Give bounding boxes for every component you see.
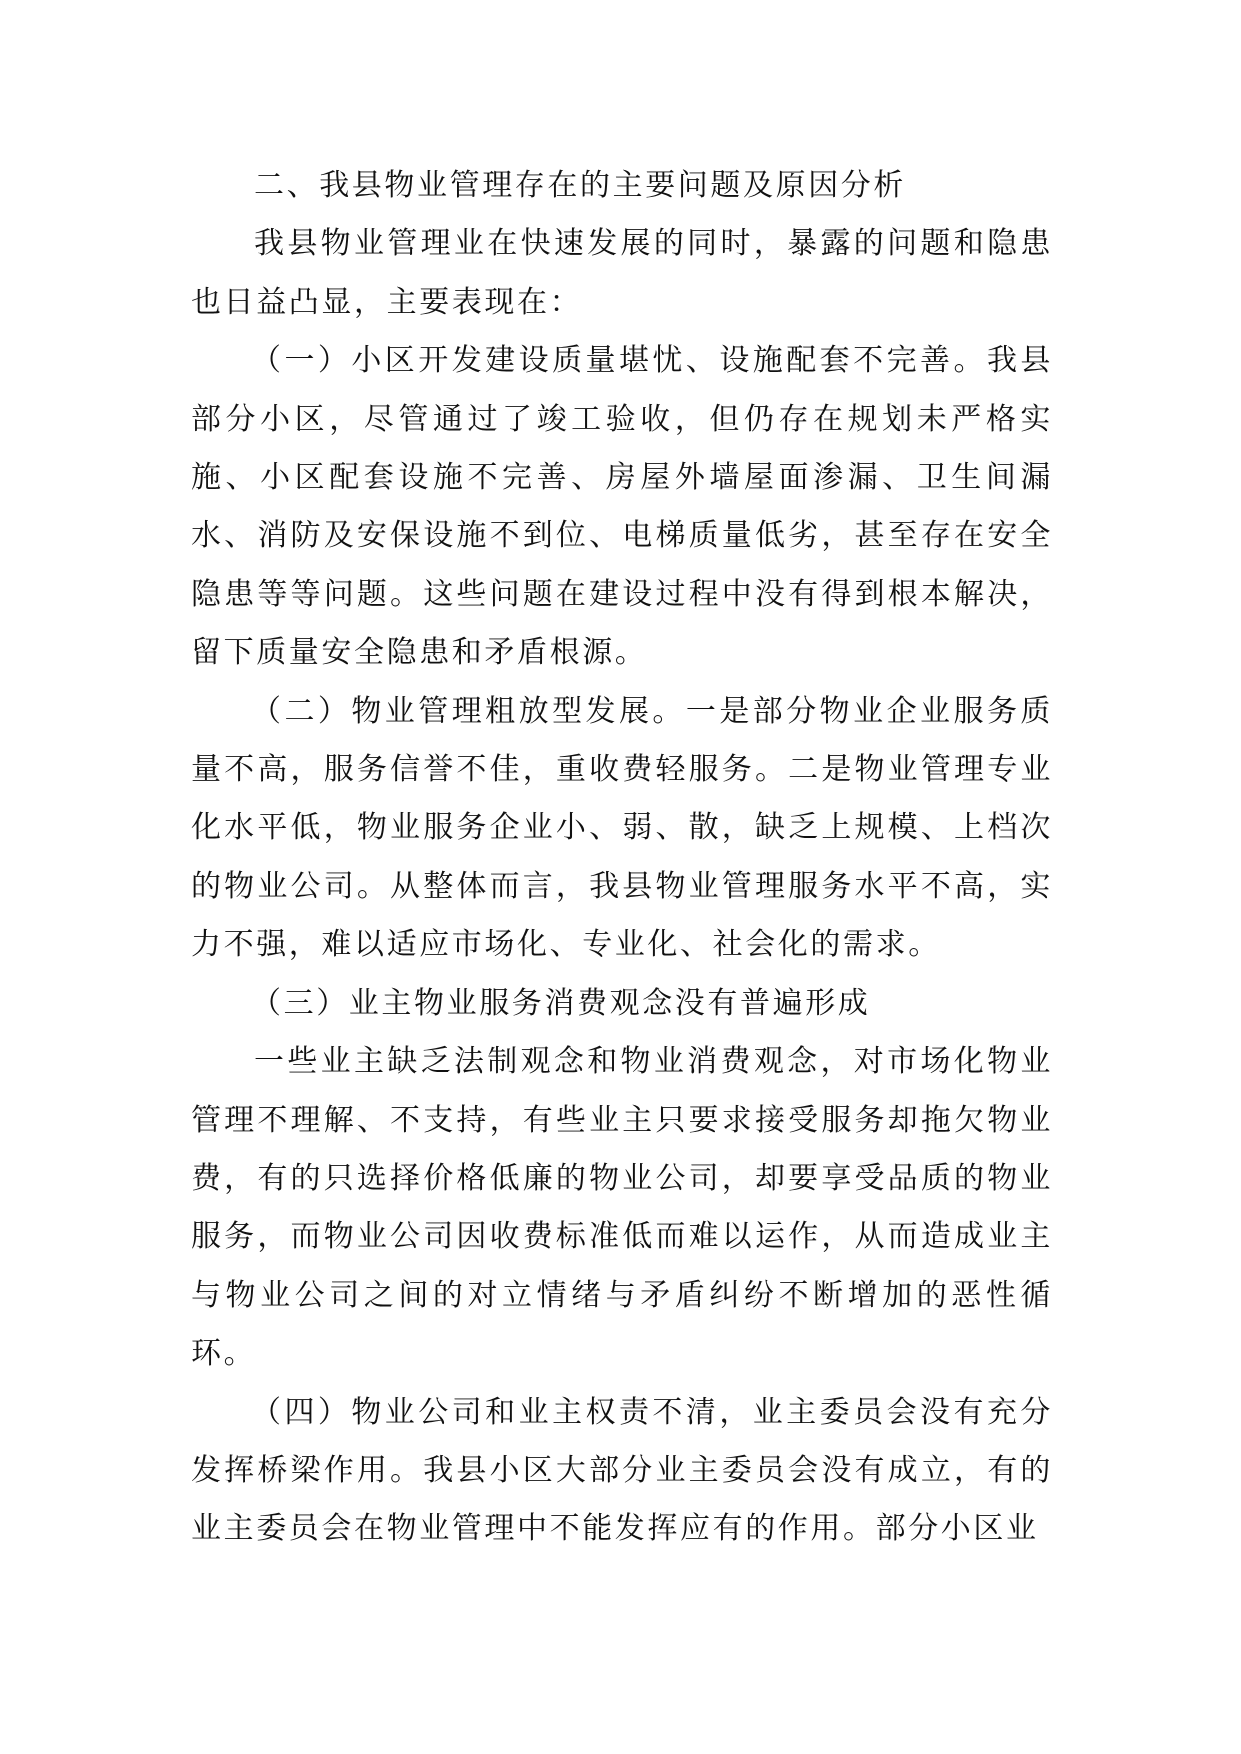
paragraph-item-3-heading: （三）业主物业服务消费观念没有普遍形成 xyxy=(251,985,871,1021)
paragraph-item-4: （四）物业公司和业主权责不清，业主委员会没有充分发挥桥梁作用。我县小区大部分业主委员会没有成立，有的业主委员会在物业管理中不能发挥应有的作用。部分小区业 xyxy=(191,1394,1053,1547)
document-body xyxy=(191,157,1053,1559)
paragraph-intro: 我县物业管理业在快速发展的同时，暴露的问题和隐患也日益凸显，主要表现在： xyxy=(191,226,1053,320)
paragraph-item-3-body: 一些业主缺乏法制观念和物业消费观念，对市场化物业管理不理解、不支持，有些业主只要求接受服务却拖欠物业费，有的只选择价格低廉的物业公司，却要享受品质的物业服务，而物业公司因收费标准低而难以运作，从而造成业主与物业公司之间的对立情绪与矛盾纠纷不断增加的恶性循环。 xyxy=(191,1044,1053,1372)
paragraph-item-1: （一）小区开发建设质量堪忧、设施配套不完善。我县部分小区，尽管通过了竣工验收，但仍存在规划未严格实施、小区配套设施不完善、房屋外墙屋面渗漏、卫生间漏水、消防及安保设施不到位、电梯质量低劣，甚至存在安全隐患等等问题。这些问题在建设过程中没有得到根本解决，留下质量安全隐患和矛盾根源。 xyxy=(191,343,1053,671)
paragraph-item-2: （二）物业管理粗放型发展。一是部分物业企业服务质量不高，服务信誉不佳，重收费轻服务。二是物业管理专业化水平低，物业服务企业小、弱、散，缺乏上规模、上档次的物业公司。从整体而言，我县物业管理服务水平不高，实力不强，难以适应市场化、专业化、社会化的需求。 xyxy=(191,693,1053,963)
section-heading: 二、我县物业管理存在的主要问题及原因分析 xyxy=(254,168,906,203)
